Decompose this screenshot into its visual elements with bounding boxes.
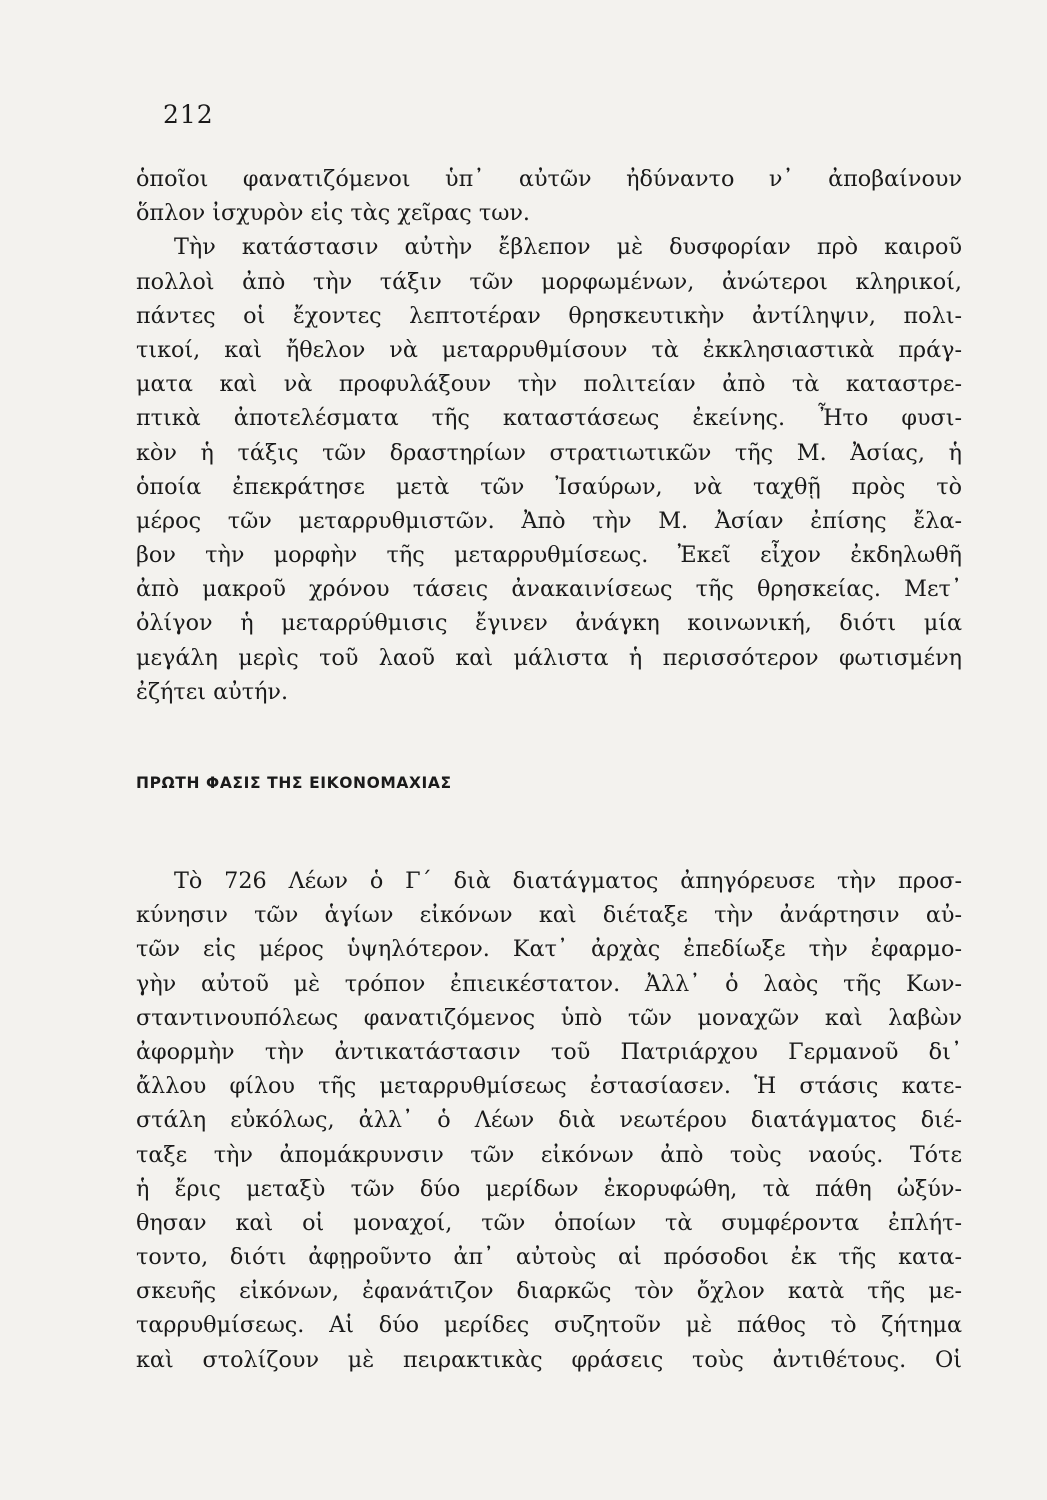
text-line: στάλη εὐκόλως, ἀλλ᾿ ὁ Λέων διὰ νεωτέρου διατάγματος διέ- bbox=[136, 1107, 962, 1134]
text-line: πάντες οἱ ἔχοντες λεπτοτέραν θρησκευτικὴν ἀντίληψιν, πολι- bbox=[136, 302, 962, 329]
section-heading: ΠΡΩΤΗ ΦΑΣΙΣ ΤΗΣ ΕΙΚΟΝΟΜΑΧΙΑΣ bbox=[136, 774, 452, 792]
text-line: ἡ ἔρις μεταξὺ τῶν δύο μερίδων ἐκορυφώθη, τὰ πάθη ὠξύν- bbox=[136, 1175, 962, 1202]
paragraph-2 bbox=[136, 864, 962, 1377]
text-line: βον τὴν μορφὴν τῆς μεταρρυθμίσεως. Ἐκεῖ εἶχον ἐκδηλωθῆ bbox=[136, 542, 962, 569]
page-number: 212 bbox=[163, 100, 214, 129]
text-line: μεγάλη μερὶς τοῦ λαοῦ καὶ μάλιστα ἡ περισσότερον φωτισμένη bbox=[136, 644, 962, 671]
text-line: ταξε τὴν ἀπομάκρυνσιν τῶν εἰκόνων ἀπὸ τοὺς ναούς. Τότε bbox=[136, 1141, 962, 1168]
text-line: ὁποῖοι φανατιζόμενοι ὑπ᾿ αὐτῶν ἠδύναντο ν᾿ ἀποβαίνουν bbox=[136, 166, 962, 192]
text-line: γὴν αὐτοῦ μὲ τρόπον ἐπιεικέστατον. Ἀλλ᾿ ὁ λαὸς τῆς Κων- bbox=[136, 970, 962, 997]
text-line: σταντινουπόλεως φανατιζόμενος ὑπὸ τῶν μοναχῶν καὶ λαβὼν bbox=[136, 1004, 962, 1031]
text-line: ταρρυθμίσεως. Αἱ δύο μερίδες συζητοῦν μὲ πάθος τὸ ζήτημα bbox=[136, 1312, 962, 1339]
text-line: πτικὰ ἀποτελέσματα τῆς καταστάσεως ἐκείνης. Ἦτο φυσι- bbox=[136, 405, 962, 432]
text-line: τικοί, καὶ ἤθελον νὰ μεταρρυθμίσουν τὰ ἐκκλησιαστικὰ πράγ- bbox=[136, 336, 962, 363]
text-line: ἀφορμὴν τὴν ἀντικατάστασιν τοῦ Πατριάρχου Γερμανοῦ δι᾿ bbox=[136, 1038, 962, 1065]
text-line: ἀπὸ μακροῦ χρόνου τάσεις ἀνακαινίσεως τῆς θρησκείας. Μετ᾿ bbox=[136, 576, 962, 603]
text-line: τοντο, διότι ἀφῃροῦντο ἀπ᾿ αὐτοὺς αἱ πρόσοδοι ἐκ τῆς κατα- bbox=[136, 1244, 962, 1271]
text-line: τῶν εἰς μέρος ὑψηλότερον. Κατ᾿ ἀρχὰς ἐπεδίωξε τὴν ἐφαρμο- bbox=[136, 936, 962, 963]
text-line: ὅπλον ἰσχυρὸν εἰς τὰς χεῖρας των. bbox=[136, 200, 531, 227]
text-line: ἄλλου φίλου τῆς μεταρρυθμίσεως ἐστασίασεν. Ἡ στάσις κατε- bbox=[136, 1073, 962, 1100]
text-line: θησαν καὶ οἱ μοναχοί, τῶν ὁποίων τὰ συμφέροντα ἐπλήτ- bbox=[136, 1209, 962, 1236]
text-line: Τὸ 726 Λέων ὁ Γ΄ διὰ διατάγματος ἀπηγόρευσε τὴν προσ- bbox=[174, 868, 962, 894]
text-line: ὁποία ἐπεκράτησε μετὰ τῶν Ἰσαύρων, νὰ ταχθῇ πρὸς τὸ bbox=[136, 473, 962, 500]
paragraph-1 bbox=[136, 162, 962, 709]
text-line: κὸν ἡ τάξις τῶν δραστηρίων στρατιωτικῶν τῆς Μ. Ἀσίας, ἡ bbox=[136, 439, 962, 466]
text-line: ματα καὶ νὰ προφυλάξουν τὴν πολιτείαν ἀπὸ τὰ καταστρε- bbox=[136, 371, 962, 398]
text-line: ὀλίγον ἡ μεταρρύθμισις ἔγινεν ἀνάγκη κοινωνική, διότι μία bbox=[136, 610, 962, 637]
text-line: πολλοὶ ἀπὸ τὴν τάξιν τῶν μορφωμένων, ἀνώτεροι κληρικοί, bbox=[136, 268, 962, 295]
text-line: Τὴν κατάστασιν αὐτὴν ἔβλεπον μὲ δυσφορίαν πρὸ καιροῦ bbox=[174, 234, 962, 261]
text-line: σκευῆς εἰκόνων, ἐφανάτιζον διαρκῶς τὸν ὄχλον κατὰ τῆς με- bbox=[136, 1278, 962, 1305]
text-line: καὶ στολίζουν μὲ πειρακτικὰς φράσεις τοὺς ἀντιθέτους. Οἱ bbox=[136, 1346, 962, 1373]
text-line: κύνησιν τῶν ἁγίων εἰκόνων καὶ διέταξε τὴν ἀνάρτησιν αὐ- bbox=[136, 902, 962, 929]
text-line: μέρος τῶν μεταρρυθμιστῶν. Ἀπὸ τὴν Μ. Ἀσίαν ἐπίσης ἔλα- bbox=[136, 507, 962, 534]
text-line: ἐζήτει αὐτήν. bbox=[136, 678, 289, 705]
